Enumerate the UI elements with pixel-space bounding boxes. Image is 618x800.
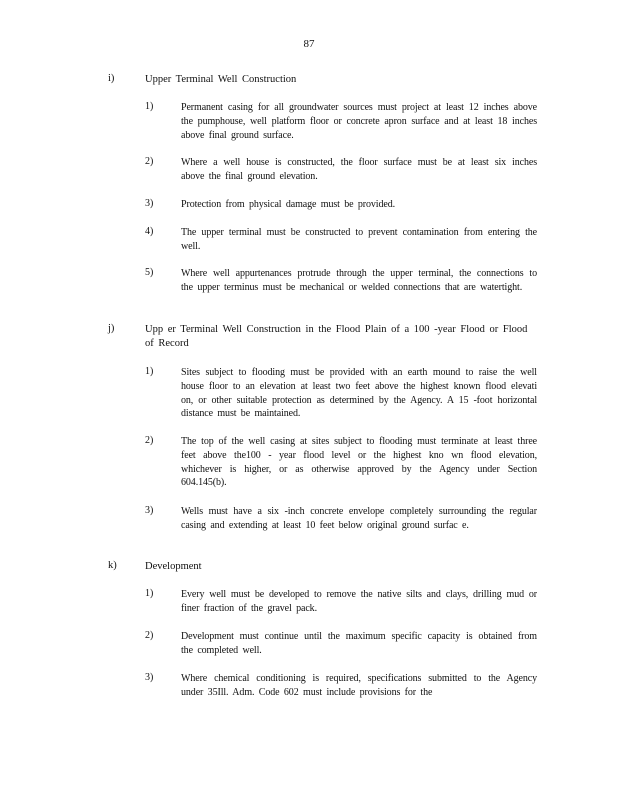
item-text: Sites subject to flooding must be provided with an earth mound to raise the well house floor to an elevation at least two feet above the highest known flood elevati on, or other suitable protection as determined by the Agency. A 15 -foot horizontal distance must be maintained. xyxy=(181,367,537,420)
item-text: Every well must be developed to remove the native silts and clays, drilling mud or finer fraction of the gravel pack. xyxy=(181,589,537,614)
item-number: 2) xyxy=(145,156,154,167)
item-number: 1) xyxy=(145,101,154,112)
item-number: 5) xyxy=(145,267,154,278)
item-text: Protection from physical damage must be provided. xyxy=(181,199,395,210)
item-number: 1) xyxy=(145,366,154,377)
item-text: Wells must have a six -inch concrete envelope completely surrounding the regular casing and extending at least 10 feet below original ground surfac e. xyxy=(181,506,537,531)
item-number: 3) xyxy=(145,198,154,209)
item-number: 3) xyxy=(145,672,154,683)
item-number: 3) xyxy=(145,505,154,516)
section-marker: i) xyxy=(108,73,115,84)
item-number: 1) xyxy=(145,588,154,599)
item-text: Development must continue until the maximum specific capacity is obtained from the completed well. xyxy=(181,631,537,656)
item-text: Where a well house is constructed, the floor surface must be at least six inches above the final ground elevation. xyxy=(181,157,537,182)
section-title: Upper Terminal Well Construction xyxy=(145,74,297,85)
item-text: Permanent casing for all groundwater sources must project at least 12 inches above the pumphouse, well platform floor or concrete apron surface and at least 18 inches above final ground surface. xyxy=(181,102,537,141)
item-text: Where well appurtenances protrude through the upper terminal, the connections to the upper terminus must be mechanical or welded connections that are watertight. xyxy=(181,268,537,293)
section-marker: j) xyxy=(108,323,115,334)
item-text: The top of the well casing at sites subject to flooding must terminate at least three feet above the100 - year flood level or the highest kno wn flood elevation, whichever is higher, or as otherwise approved by the Agency under Section 604.145(b). xyxy=(181,436,537,489)
section-marker: k) xyxy=(108,560,117,571)
item-text: The upper terminal must be constructed to prevent contamination from entering the well. xyxy=(181,227,537,252)
section-title: Development xyxy=(145,561,202,572)
page-number: 87 xyxy=(303,38,315,50)
item-number: 2) xyxy=(145,435,154,446)
section-title: Upp er Terminal Well Construction in the Flood Plain of a 100 -year Flood or Flood of Record xyxy=(145,324,528,349)
item-text: Where chemical conditioning is required, specifications submitted to the Agency under 35Ill. Adm. Code 602 must include provisions for the xyxy=(181,673,537,698)
item-number: 4) xyxy=(145,226,154,237)
item-number: 2) xyxy=(145,630,154,641)
